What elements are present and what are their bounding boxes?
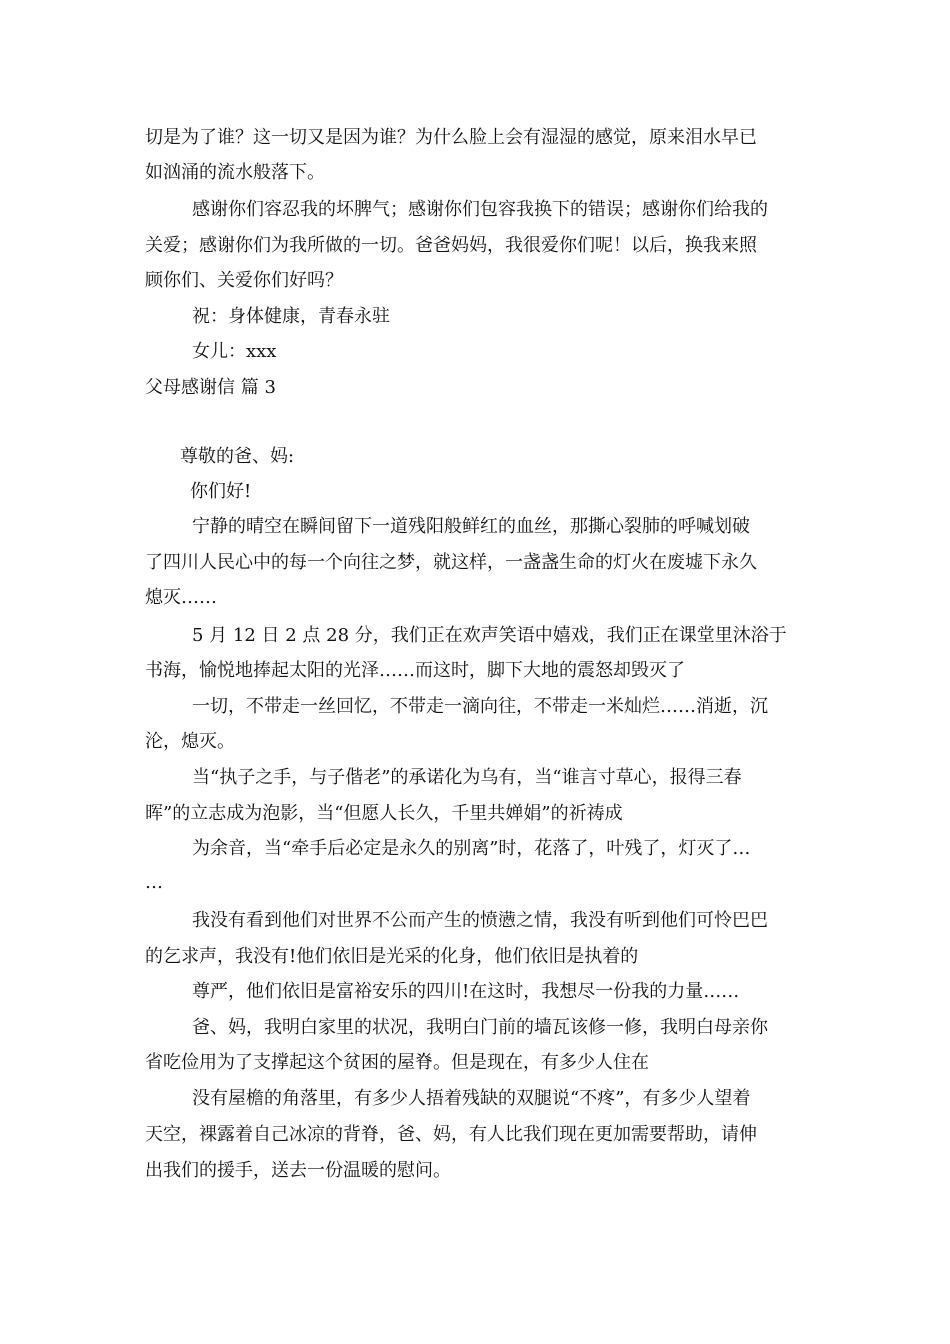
paragraph-line: … [145,872,163,893]
paragraph-line: 了四川人民心中的每一个向往之梦，就这样，一盏盏生命的灯火在废墟下永久 [145,552,757,573]
paragraph-line: 晖”的立志成为泡影，当“但愿人长久，千里共婵娟”的祈祷成 [145,803,623,824]
section-heading: 父母感谢信 篇 3 [145,377,276,398]
paragraph-line: 我没有看到他们对世界不公而产生的愤懑之情，我没有听到他们可怜巴巴 [192,910,768,931]
paragraph-line: 尊严，他们依旧是富裕安乐的四川!在这时，我想尽一份我的力量…… [192,981,740,1002]
paragraph-line: 宁静的晴空在瞬间留下一道残阳般鲜红的血丝，那撕心裂肺的呼喊划破 [192,516,750,537]
paragraph-line: 为余音，当“牵手后必定是永久的别离”时，花落了，叶残了，灯灭了… [192,838,751,859]
paragraph-line: 熄灭…… [145,587,217,608]
paragraph-line: 出我们的援手，送去一份温暖的慰问。 [145,1160,451,1181]
paragraph-line: 没有屋檐的角落里，有多少人捂着残缺的双腿说“不疼”，有多少人望着 [192,1088,751,1109]
paragraph-line: 一切，不带走一丝回忆，不带走一滴向往，不带走一米灿烂……消逝，沉 [192,696,768,717]
paragraph-line: 当“执子之手，与子偕老”的承诺化为乌有，当“谁言寸草心，报得三春 [192,767,742,788]
paragraph-line: 沦，熄灭。 [145,731,235,752]
salutation: 尊敬的爸、妈: [180,446,295,467]
paragraph-line: 书海，愉悦地捧起太阳的光泽……而这时，脚下大地的震怒却毁灭了 [145,660,685,681]
paragraph-line: 5 月 12 日 2 点 28 分，我们正在欢声笑语中嬉戏，我们正在课堂里沐浴于 [192,625,787,646]
paragraph-line: 切是为了谁？这一切又是因为谁？为什么脸上会有湿湿的感觉，原来泪水早已 [145,127,757,148]
paragraph-line: 感谢你们容忍我的坏脾气；感谢你们包容我换下的错误；感谢你们给我的 [192,199,768,220]
paragraph-line: 顾你们、关爱你们好吗？ [145,270,343,291]
paragraph-line: 省吃俭用为了支撑起这个贫困的屋脊。但是现在，有多少人住在 [145,1052,649,1073]
greeting: 你们好! [190,481,252,502]
paragraph-line: 的乞求声，我没有!他们依旧是光采的化身，他们依旧是执着的 [145,946,639,967]
closing-wish: 祝：身体健康，青春永驻 [192,306,390,327]
signature-line: 女儿：xxx [192,341,277,362]
paragraph-line: 关爱；感谢你们为我所做的一切。爸爸妈妈，我很爱你们呢！以后，换我来照 [145,235,757,256]
paragraph-line: 爸、妈，我明白家里的状况，我明白门前的墙瓦该修一修，我明白母亲你 [192,1017,768,1038]
paragraph-line: 天空，裸露着自己冰凉的背脊，爸、妈，有人比我们现在更加需要帮助，请伸 [145,1124,757,1145]
paragraph-line: 如汹涌的流水般落下。 [145,162,325,183]
